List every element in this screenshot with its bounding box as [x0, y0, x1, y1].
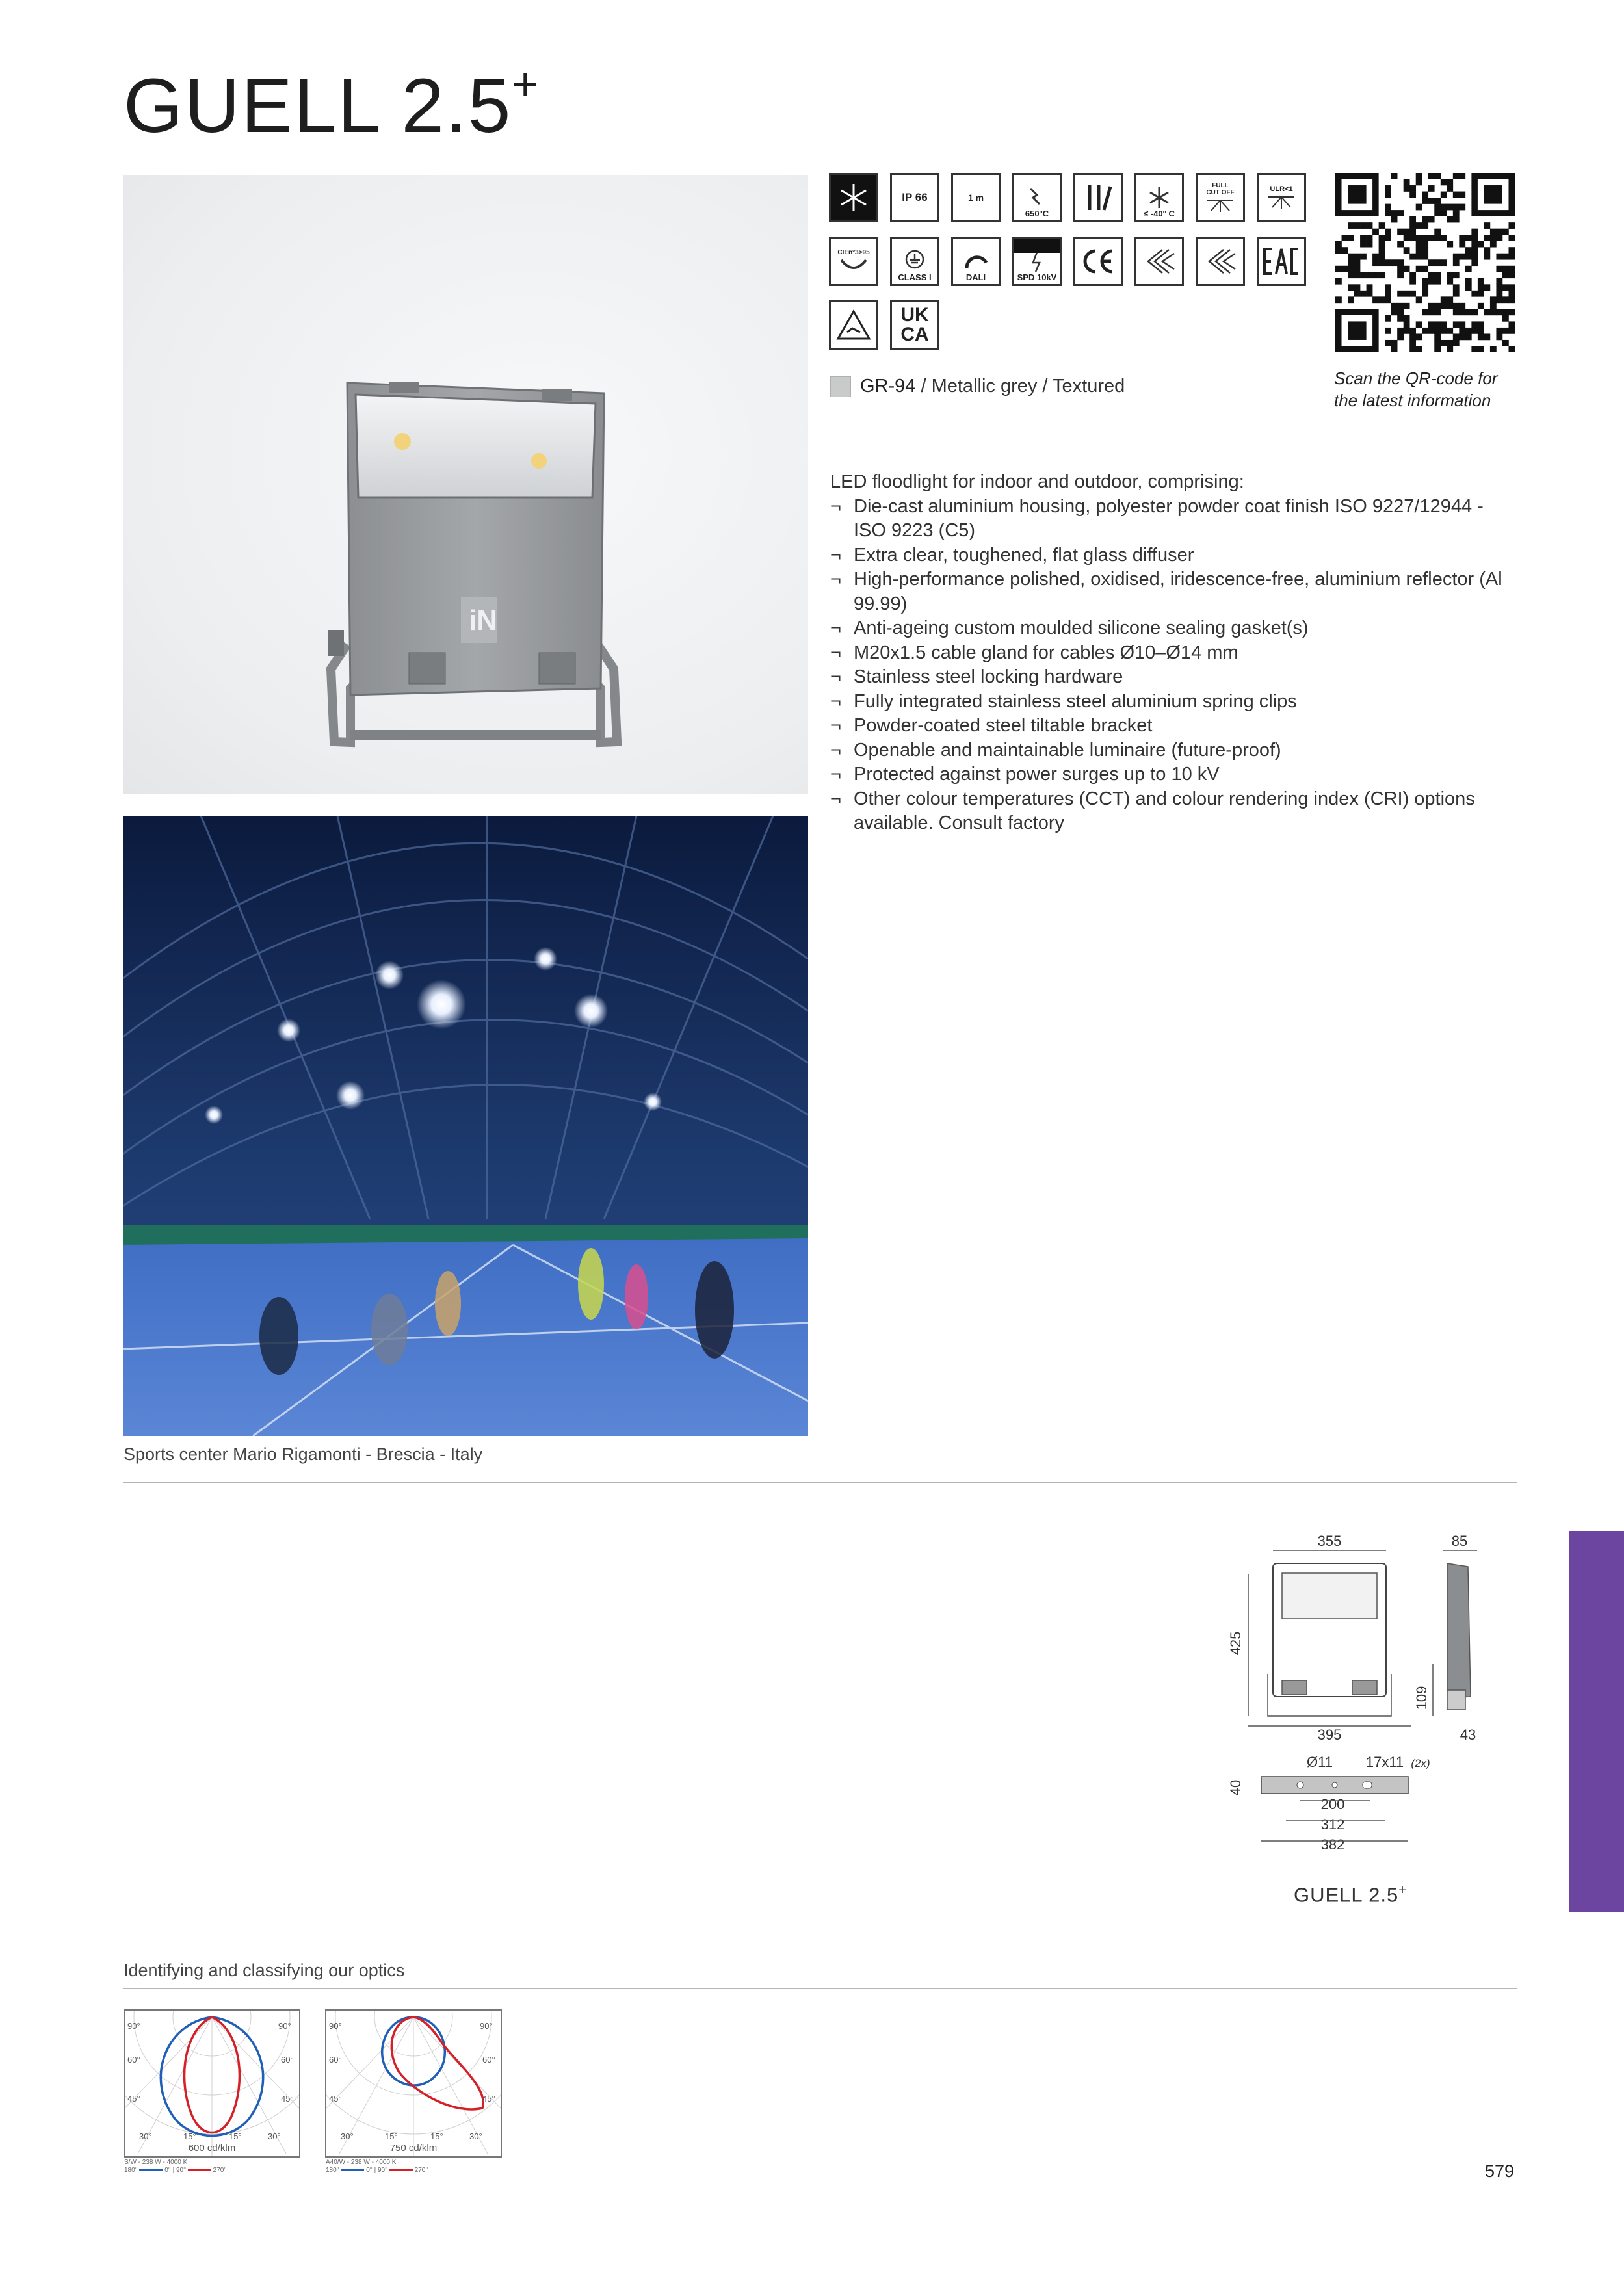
feature-item: ¬ High-performance polished, oxidised, iridescence-free, aluminium reflector (Al 99.99) [830, 567, 1519, 616]
page-number: 579 [1485, 2161, 1515, 2181]
svg-text:45°: 45° [329, 2094, 342, 2104]
dim-width: 355 [1317, 1533, 1342, 1549]
svg-text:45°: 45° [281, 2094, 294, 2104]
dim-side-depth: 43 [1460, 1727, 1476, 1743]
svg-text:15°: 15° [385, 2132, 398, 2141]
sports-center-photo [123, 816, 808, 1436]
divider [123, 1988, 1517, 1989]
feature-item: ¬ Die-cast aluminium housing, polyester powder coat finish ISO 9227/12944 - ISO 9223 (C5) [830, 495, 1519, 543]
dim-d1: 200 [1320, 1796, 1345, 1812]
svg-text:45°: 45° [482, 2094, 495, 2104]
svg-text:90°: 90° [127, 2021, 140, 2031]
chart-intensity: 600 cd/klm [188, 2143, 236, 2154]
dim-bracket-width: 395 [1317, 1727, 1342, 1743]
low-temperature-icon: ≤ -40° C [1134, 173, 1184, 222]
dim-d2: 312 [1320, 1816, 1345, 1833]
feature-item: ¬ Openable and maintainable luminaire (future-proof) [830, 738, 1519, 763]
svg-text:30°: 30° [268, 2132, 281, 2141]
floodlight-illustration [123, 175, 808, 794]
feature-item: ¬ Stainless steel locking hardware [830, 665, 1519, 690]
energy-label-icon [1134, 237, 1184, 286]
dim-d3: 382 [1320, 1836, 1345, 1853]
svg-text:30°: 30° [469, 2132, 482, 2141]
ip66-icon: IP 66 [890, 173, 939, 222]
divider [123, 1482, 1517, 1483]
svg-text:60°: 60° [329, 2055, 342, 2065]
svg-text:60°: 60° [281, 2055, 294, 2065]
photometric-chart-a40w [325, 2009, 502, 2158]
full-cut-off-icon: FULL CUT OFF [1196, 173, 1245, 222]
svg-text:15°: 15° [229, 2132, 242, 2141]
feature-item: ¬ Powder-coated steel tiltable bracket [830, 714, 1519, 738]
immersion-1m-icon: 1 m [951, 173, 1001, 222]
page-title: GUELL 2.5+ [124, 58, 540, 149]
cri-icon: CIEn°3>95 [829, 237, 878, 286]
dali-icon: DALI [951, 237, 1001, 286]
svg-text:30°: 30° [139, 2132, 152, 2141]
eac-mark-icon [1257, 237, 1306, 286]
dim-height: 425 [1227, 1631, 1244, 1656]
feature-item: ¬ Fully integrated stainless steel aluminium spring clips [830, 690, 1519, 714]
dim-slot: 17x11 [1365, 1754, 1404, 1770]
dim-side-height: 109 [1413, 1686, 1430, 1710]
feature-item: ¬ Extra clear, toughened, flat glass diffuser [830, 543, 1519, 568]
led-star-icon [829, 173, 878, 222]
finish-code: GR-94 [860, 376, 916, 397]
dim-hole: Ø11 [1307, 1754, 1333, 1770]
svg-text:60°: 60° [482, 2055, 495, 2065]
svg-text:45°: 45° [127, 2094, 140, 2104]
section-tab [1569, 1531, 1624, 1912]
dimension-drawing [1222, 1528, 1482, 1866]
svg-text:60°: 60° [127, 2055, 140, 2065]
svg-text:90°: 90° [480, 2021, 493, 2031]
feature-item: ¬ Protected against power surges up to 10 kV [830, 763, 1519, 787]
product-description [830, 470, 1519, 836]
dim-slot-qty: (2x) [1411, 1757, 1430, 1769]
ulr-icon: ULR<1 [1257, 173, 1306, 222]
feature-item: ¬ M20x1.5 cable gland for cables Ø10–Ø14 mm [830, 641, 1519, 666]
brand-badge: iN [469, 605, 497, 636]
feature-item: ¬ Other colour temperatures (CCT) and colour rendering index (CRI) options available. Consult factory [830, 787, 1519, 836]
svg-text:30°: 30° [341, 2132, 354, 2141]
chart-meta-a40w: A40/W - 238 W - 4000 K 180° 0° | 90° 270° [326, 2159, 428, 2174]
product-photo [123, 175, 808, 794]
svg-text:15°: 15° [430, 2132, 443, 2141]
photometric-chart-sw [124, 2009, 300, 2158]
feature-item: ¬ Anti-ageing custom moulded silicone sealing gasket(s) [830, 616, 1519, 641]
class-i-earth-icon: CLASS I [890, 237, 939, 286]
ukca-mark-icon: UK CA [890, 300, 939, 350]
dim-bracket-height: 40 [1227, 1779, 1244, 1796]
qr-code[interactable] [1335, 173, 1515, 352]
svg-text:90°: 90° [278, 2021, 291, 2031]
glow-wire-icon: 650°C [1012, 173, 1062, 222]
feature-icons [829, 173, 1316, 361]
dim-depth: 85 [1451, 1533, 1468, 1549]
indoor-tennis-court-illustration [123, 816, 808, 1436]
tools-icon [1073, 173, 1123, 222]
chart-meta-sw: S/W - 238 W - 4000 K 180° 0° | 90° 270° [124, 2159, 227, 2174]
qr-caption: Scan the QR-code for the latest information [1334, 369, 1498, 410]
description-intro: LED floodlight for indoor and outdoor, comprising: [830, 471, 1244, 492]
finish-option [830, 376, 1125, 397]
finish-description: / Metallic grey / Textured [915, 376, 1125, 397]
svg-text:90°: 90° [329, 2021, 342, 2031]
optics-section-title: Identifying and classifying our optics [124, 1961, 405, 1980]
photo-caption: Sports center Mario Rigamonti - Brescia - Italy [124, 1444, 483, 1464]
rcm-mark-icon [829, 300, 878, 350]
chart-intensity: 750 cd/klm [389, 2143, 438, 2154]
drawing-product-name: GUELL 2.5+ [1294, 1883, 1407, 1907]
ce-mark-icon [1073, 237, 1123, 286]
emc-label-icon [1196, 237, 1245, 286]
svg-text:15°: 15° [183, 2132, 196, 2141]
surge-protection-icon: SPD 10kV [1012, 237, 1062, 286]
finish-color-swatch [830, 376, 851, 397]
